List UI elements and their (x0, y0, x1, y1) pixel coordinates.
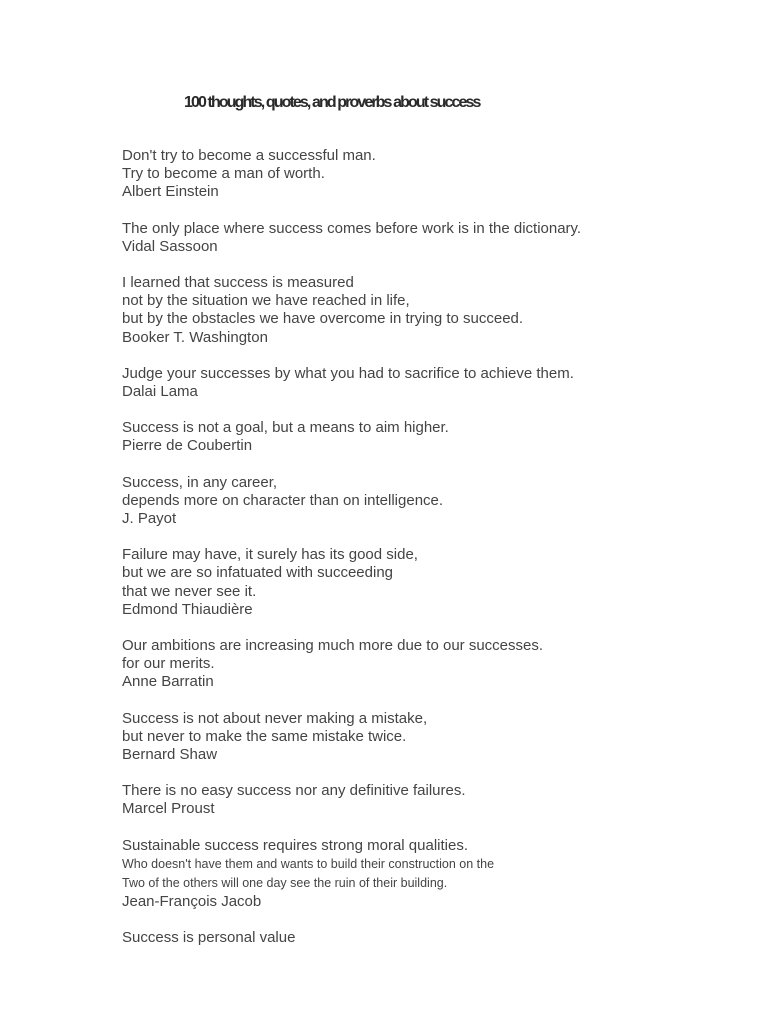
quote-line: I learned that success is measured (122, 274, 354, 292)
quote-block (122, 710, 722, 765)
quote-line: Success is not a goal, but a means to aim higher. (122, 419, 449, 437)
quote-line: Success is personal value (122, 929, 296, 947)
quote-block (122, 419, 722, 455)
quote-block (122, 546, 722, 619)
quote-author: Jean-François Jacob (122, 892, 262, 910)
quote-line: The only place where success comes before work is in the dictionary. (122, 219, 582, 237)
quote-line: Who doesn't have them and wants to build their construction on the (122, 856, 495, 871)
quote-author: Marcel Proust (122, 800, 215, 818)
quote-line: not by the situation we have reached in life, (122, 292, 410, 310)
document-title: 100 thoughts, quotes, and proverbs about success (184, 94, 480, 111)
quote-line: There is no easy success nor any definitive failures. (122, 782, 466, 800)
quote-line: Try to become a man of worth. (122, 165, 325, 183)
quote-line: that we never see it. (122, 582, 257, 600)
quote-block (122, 637, 722, 692)
quote-block (122, 365, 722, 401)
quote-block (122, 929, 722, 947)
quote-line: Two of the others will one day see the ruin of their building. (122, 875, 448, 890)
quote-author: J. Payot (122, 510, 177, 528)
quote-line: Our ambitions are increasing much more due to our successes. (122, 637, 544, 655)
quote-block (122, 782, 722, 818)
quote-line: but we are so infatuated with succeeding (122, 564, 394, 582)
quote-line: Success is not about never making a mistake, (122, 709, 428, 727)
quote-author: Vidal Sassoon (122, 237, 218, 255)
quote-block (122, 837, 722, 911)
quote-line: depends more on character than on intelligence. (122, 491, 444, 509)
quote-block (122, 274, 722, 347)
quote-line: Sustainable success requires strong moral qualities. (122, 836, 469, 854)
quote-line: for our merits. (122, 655, 215, 673)
quote-line: Judge your successes by what you had to sacrifice to achieve them. (122, 364, 574, 382)
quote-block (122, 220, 722, 256)
quote-block (122, 474, 722, 529)
quote-line: Success, in any career, (122, 473, 278, 491)
quote-block (122, 147, 722, 202)
quote-author: Booker T. Washington (122, 328, 268, 346)
quote-line: Don't try to become a successful man. (122, 147, 376, 164)
quote-author: Bernard Shaw (122, 746, 218, 764)
quote-line: but never to make the same mistake twice. (122, 727, 407, 745)
quote-author: Edmond Thiaudière (122, 600, 253, 618)
quote-author: Anne Barratin (122, 673, 214, 691)
quote-author: Pierre de Coubertin (122, 437, 253, 455)
quote-author: Dalai Lama (122, 383, 198, 401)
quote-author: Albert Einstein (122, 183, 219, 201)
quote-line: but by the obstacles we have overcome in trying to succeed. (122, 310, 524, 328)
quotes-list (122, 147, 722, 965)
quote-line: Failure may have, it surely has its good side, (122, 546, 418, 564)
